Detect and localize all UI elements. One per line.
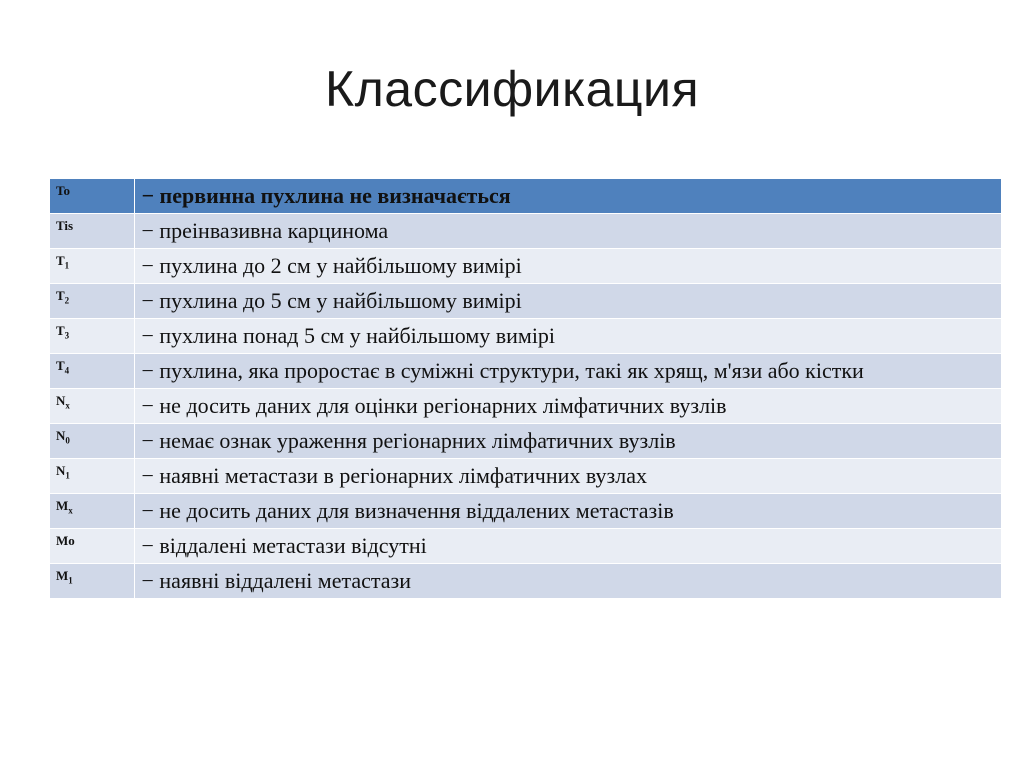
tnm-code: $M_1$	[50, 564, 134, 599]
tnm-description: − пухлина понад 5 см у найбільшому вимірі	[134, 319, 1001, 354]
tnm-description: − не досить даних для визначення віддалених метастазів	[134, 494, 1001, 529]
table-row	[50, 354, 1001, 389]
table-row	[50, 389, 1001, 424]
tnm-code: $N_0$	[50, 424, 134, 459]
table-row	[50, 564, 1001, 599]
tnm-code: $T_3$	[50, 319, 134, 354]
table-row	[50, 249, 1001, 284]
tnm-code: $T_1$	[50, 249, 134, 284]
slide-title: Классификация	[324, 61, 700, 117]
table-row	[50, 284, 1001, 319]
table-row	[50, 529, 1001, 564]
tnm-description: − пухлина до 2 см у найбільшому вимірі	[134, 249, 1001, 284]
tnm-description: − віддалені метастази відсутні	[134, 529, 1001, 564]
table-row	[50, 319, 1001, 354]
table-row	[50, 459, 1001, 494]
tnm-code: To	[50, 179, 134, 214]
tnm-description: − наявні віддалені метастази	[134, 564, 1001, 599]
tnm-description: − первинна пухлина не визначається	[134, 179, 1001, 214]
table-row	[50, 494, 1001, 529]
tnm-description: − не досить даних для оцінки регіонарних лімфатичних вузлів	[134, 389, 1001, 424]
tnm-description: − преінвазивна карцинома	[134, 214, 1001, 249]
tnm-code: $T_4$	[50, 354, 134, 389]
tnm-code: Tis	[50, 214, 134, 249]
tnm-classification-table	[50, 178, 1001, 599]
tnm-description: − наявні метастази в регіонарних лімфатичних вузлах	[134, 459, 1001, 494]
table-row	[50, 214, 1001, 249]
tnm-code: $T_2$	[50, 284, 134, 319]
table-row	[50, 424, 1001, 459]
tnm-description: − пухлина до 5 см у найбільшому вимірі	[134, 284, 1001, 319]
tnm-code: Mo	[50, 529, 134, 564]
tnm-code: $N_1$	[50, 459, 134, 494]
tnm-code: $N_x$	[50, 389, 134, 424]
tnm-description: − пухлина, яка проростає в суміжні структури, такі як хрящ, м'язи або кістки	[134, 354, 1001, 389]
table-row	[50, 179, 1001, 214]
tnm-code: $M_x$	[50, 494, 134, 529]
tnm-description: − немає ознак ураження регіонарних лімфатичних вузлів	[134, 424, 1001, 459]
